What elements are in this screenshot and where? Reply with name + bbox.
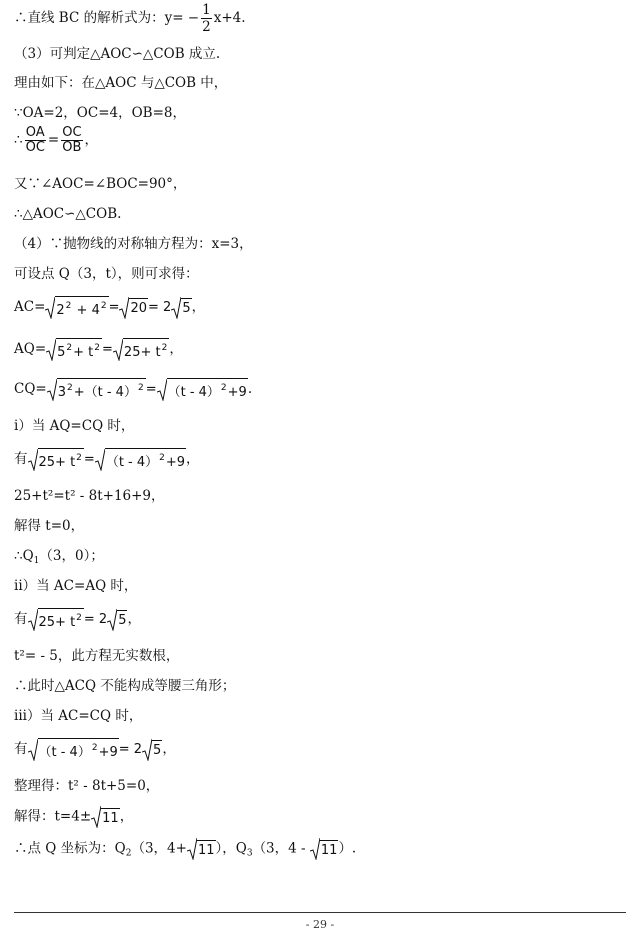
num: 1 [202, 2, 211, 18]
t: = [108, 300, 120, 315]
t: 2 [159, 453, 165, 463]
t: 2 [66, 343, 73, 353]
t: 25+ t [38, 615, 76, 630]
t: 2 [125, 848, 132, 859]
line-not-isosceles: ∴此时△ACQ 不能构成等腰三角形； [14, 678, 236, 694]
radical [119, 297, 148, 319]
line-case-i: i）当 AQ=CQ 时， [14, 418, 135, 434]
text: AC= [14, 299, 46, 315]
line-bc-formula [14, 2, 246, 35]
sqrt-icon [113, 339, 123, 361]
footer-rule [14, 912, 626, 913]
sqrt-icon [157, 379, 167, 401]
radical [107, 609, 127, 631]
line-case-iii-eq [14, 738, 176, 761]
t: 2 [94, 343, 101, 353]
t: 11 [197, 840, 216, 859]
t: 2 [91, 743, 98, 753]
t: 2 [220, 383, 227, 393]
t: = 2 [148, 300, 172, 315]
line-case-ii: ii）当 AC=AQ 时， [14, 578, 138, 594]
radical [113, 338, 169, 361]
t: 11 [101, 808, 120, 827]
line-part4: （4）∵抛物线的对称轴方程为：x=3， [14, 236, 253, 252]
line-simplify: 整理得：t² - 8t+5=0， [14, 778, 160, 794]
radical [157, 378, 248, 401]
t: +9 [227, 385, 247, 400]
t: 25+ t [123, 345, 161, 360]
radical [142, 739, 162, 761]
radical [47, 378, 146, 401]
t: 3 [57, 385, 66, 400]
sqrt-icon [45, 297, 55, 319]
line-solve-t0: 解得 t=0， [14, 518, 85, 534]
t: +9 [98, 745, 118, 760]
text: 有 [14, 741, 28, 757]
t: +9 [165, 455, 186, 470]
radical [91, 806, 120, 828]
t: ， [127, 611, 141, 627]
radical [45, 296, 108, 319]
line-case-iii: iii）当 AC=CQ 时， [14, 708, 143, 724]
line-setq: 可设点 Q（3，t），则可求得： [14, 266, 199, 282]
t: = [83, 452, 95, 467]
t: 2 [67, 383, 73, 393]
text: ， [84, 132, 99, 148]
t: （3，4 - [252, 840, 310, 857]
t: 2 [100, 301, 107, 311]
sqrt-icon [107, 609, 117, 631]
text: ∴直线 BC 的解析式为：y= − [14, 10, 200, 26]
sqrt-icon [46, 339, 56, 361]
line-ratio [14, 126, 98, 155]
sqrt-icon [28, 609, 38, 631]
t: （3，4+ [131, 840, 187, 857]
sqrt-icon [28, 449, 38, 471]
t: ），Q [215, 840, 247, 857]
fraction-half [201, 2, 212, 35]
t: （t - 4） [38, 745, 91, 760]
line-aq [14, 338, 183, 361]
t: 2 [76, 613, 82, 623]
line-no-root: t²= - 5，此方程无实数根， [14, 648, 180, 664]
text: ∴Q [14, 548, 34, 564]
sqrt-icon [91, 806, 101, 828]
radical [28, 738, 119, 761]
t: ， [191, 299, 206, 315]
sqrt-icon [95, 449, 105, 471]
t: 20 [129, 298, 148, 317]
sqrt-icon [171, 297, 181, 319]
t: = [145, 382, 157, 397]
t: + 4 [72, 303, 100, 318]
sqrt-icon [47, 379, 57, 401]
sqrt-icon [28, 739, 38, 761]
line-case-ii-eq [14, 608, 141, 631]
t: （t - 4） [167, 385, 220, 400]
fraction-oc-ob [61, 126, 82, 155]
t: 5 [181, 298, 191, 317]
text: CQ= [14, 381, 47, 397]
sqrt-icon [119, 297, 129, 319]
sqrt-icon [187, 838, 197, 860]
t: 2 [137, 383, 144, 393]
radical [187, 838, 216, 860]
radical [310, 838, 339, 860]
t: = [102, 342, 113, 357]
t: ， [169, 341, 183, 357]
text: ∴ [14, 132, 23, 148]
t: 2 [76, 453, 82, 463]
t: ， [119, 808, 134, 825]
t: 5 [57, 345, 66, 360]
t: = 2 [118, 742, 143, 757]
t: ）. [338, 840, 357, 857]
t: + t [73, 345, 94, 360]
radical [95, 448, 186, 471]
t: 25+ t [38, 455, 76, 470]
num: OA [25, 125, 45, 140]
t: 5 [117, 610, 127, 629]
line-angles: 又∵∠AOC=∠BOC=90°， [14, 176, 187, 192]
sqrt-icon [142, 739, 152, 761]
text: 有 [14, 451, 28, 467]
t: = 2 [83, 612, 108, 627]
t: 5 [152, 740, 162, 759]
text: = [47, 132, 60, 148]
line-q1 [14, 546, 104, 571]
den: OB [62, 140, 82, 155]
num: OC [62, 125, 82, 140]
text: 有 [14, 611, 28, 627]
text: AQ= [14, 341, 47, 357]
t: . [247, 381, 253, 397]
line-case-i-eq [14, 448, 200, 471]
t: 2 [56, 303, 65, 318]
radical [28, 448, 84, 471]
t: 11 [320, 840, 339, 859]
line-part3: （3）可判定△AOC∽△COB 成立. [14, 46, 221, 62]
text: 解得：t=4± [14, 808, 92, 825]
radical [28, 608, 84, 631]
text: ∴点 Q 坐标为：Q [14, 840, 126, 857]
fraction-oa-oc [25, 126, 46, 155]
line-expand: 25+t²=t² - 8t+16+9， [14, 488, 165, 504]
t: 3 [246, 848, 253, 859]
sqrt-icon [310, 838, 320, 860]
t: （t - 4） [105, 455, 159, 470]
t: （3，0）； [39, 548, 104, 564]
line-lengths: ∵OA=2，OC=4，OB=8， [14, 105, 186, 121]
t: ， [162, 741, 176, 757]
text: x+4. [213, 10, 246, 26]
line-similar: ∴△AOC∽△COB. [14, 206, 122, 222]
t: 2 [65, 301, 72, 311]
den: OC [25, 140, 45, 155]
den: 2 [202, 19, 211, 35]
t: 1 [33, 556, 40, 566]
page-number: - 29 - [305, 918, 335, 931]
line-reason: 理由如下：在△AOC 与△COB 中， [14, 75, 228, 91]
radical [171, 297, 191, 319]
line-q-coords [14, 838, 356, 864]
t: ， [186, 451, 200, 467]
line-ac [14, 296, 205, 319]
line-solve-t [14, 806, 133, 828]
radical [46, 338, 102, 361]
t: +（t - 4） [73, 385, 137, 400]
line-cq [14, 378, 252, 401]
t: 2 [161, 343, 168, 353]
